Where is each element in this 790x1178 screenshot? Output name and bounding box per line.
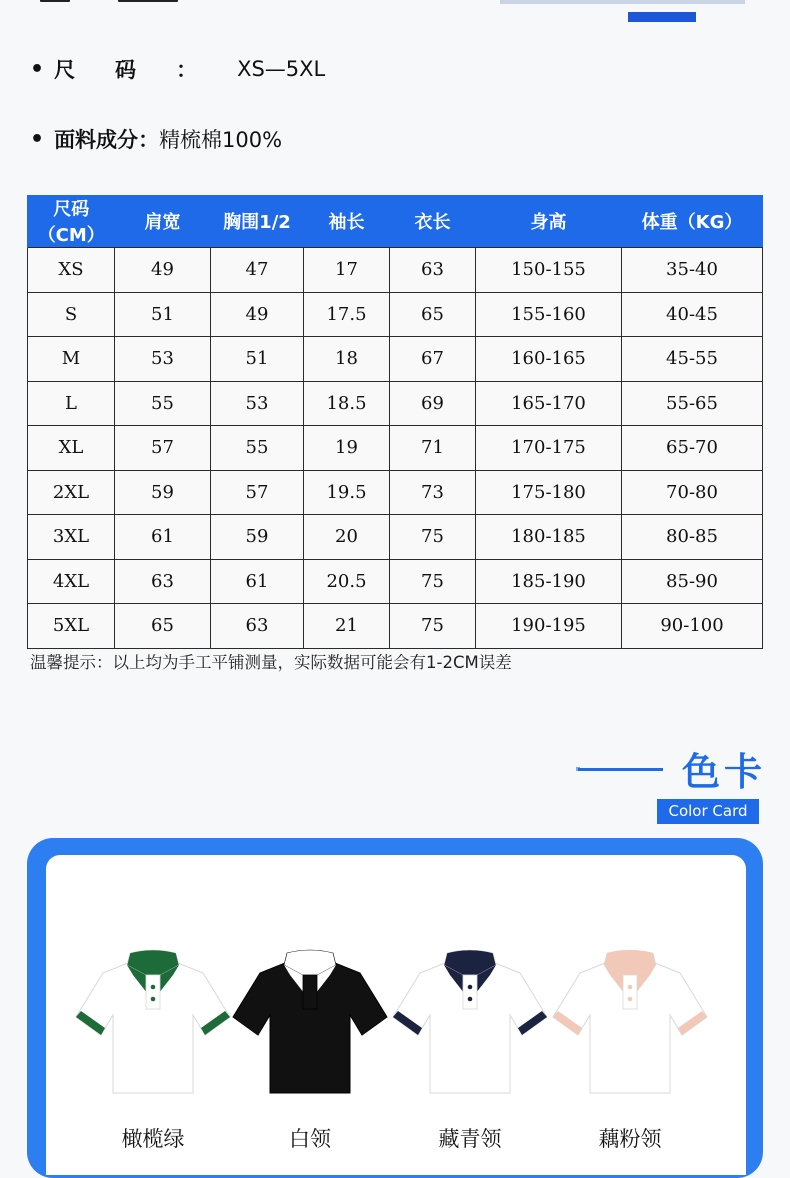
- table-cell: 85-90: [622, 559, 763, 604]
- decor-accent-bar: [628, 12, 696, 22]
- table-cell: 70-80: [622, 470, 763, 515]
- polo-shirt-icon: [73, 945, 233, 1095]
- table-header-cell: 衣长: [390, 195, 476, 248]
- table-cell: 80-85: [622, 515, 763, 560]
- table-cell: 65: [390, 292, 476, 337]
- table-cell: XL: [28, 426, 115, 471]
- table-cell: 67: [390, 337, 476, 382]
- table-cell: 20.5: [304, 559, 390, 604]
- spec-separator: ：: [176, 58, 238, 82]
- table-header-cell: 袖长: [304, 195, 390, 248]
- color-name-label: 藏青领: [438, 1127, 502, 1151]
- clipped-text-fragment: [40, 0, 70, 2]
- table-cell: 4XL: [28, 559, 115, 604]
- table-cell: 57: [211, 470, 304, 515]
- table-cell: 63: [211, 604, 304, 649]
- table-header-cell: 肩宽: [115, 195, 211, 248]
- spec-size-label: 尺码: [54, 58, 177, 82]
- table-cell: 45-55: [622, 337, 763, 382]
- color-card-title: 色卡: [682, 750, 767, 794]
- table-cell: 53: [211, 381, 304, 426]
- table-cell: 180-185: [476, 515, 622, 560]
- previous-section-clip: [0, 0, 790, 22]
- table-cell: 40-45: [622, 292, 763, 337]
- table-cell: 51: [211, 337, 304, 382]
- table-cell: 19.5: [304, 470, 390, 515]
- table-cell: 5XL: [28, 604, 115, 649]
- table-cell: 47: [211, 248, 304, 293]
- table-cell: 55: [115, 381, 211, 426]
- color-name-label: 白领: [289, 1127, 331, 1151]
- table-row: [28, 337, 763, 382]
- table-cell: 49: [115, 248, 211, 293]
- table-header-cell: 胸围1/2: [211, 195, 304, 248]
- color-name-label: 藕粉领: [598, 1127, 662, 1151]
- table-cell: 65: [115, 604, 211, 649]
- table-cell: M: [28, 337, 115, 382]
- table-cell: 55-65: [622, 381, 763, 426]
- spec-fabric-value: 精梳棉100%: [159, 128, 283, 152]
- table-header-cell: 身高: [476, 195, 622, 248]
- table-cell: 185-190: [476, 559, 622, 604]
- table-cell: 17: [304, 248, 390, 293]
- table-row: [28, 604, 763, 649]
- color-name-label: 橄榄绿: [121, 1127, 185, 1151]
- table-cell: 75: [390, 604, 476, 649]
- table-cell: 18.5: [304, 381, 390, 426]
- spec-size-line: [30, 54, 325, 84]
- table-cell: 59: [211, 515, 304, 560]
- heading-dash-line: [578, 768, 663, 771]
- polo-shirt-icon: [230, 945, 390, 1095]
- table-cell: 51: [115, 292, 211, 337]
- size-chart-table: [27, 195, 763, 649]
- table-row: [28, 470, 763, 515]
- table-cell: 75: [390, 515, 476, 560]
- table-cell: 150-155: [476, 248, 622, 293]
- table-cell: XS: [28, 248, 115, 293]
- color-card-subtitle: Color Card: [657, 799, 759, 824]
- table-header-cell: 尺码（CM）: [28, 195, 115, 248]
- table-row: [28, 381, 763, 426]
- measurement-tip: 温馨提示：以上均为手工平铺测量，实际数据可能会有1-2CM误差: [30, 653, 512, 672]
- table-cell: 21: [304, 604, 390, 649]
- bullet: •: [30, 56, 45, 82]
- table-cell: 170-175: [476, 426, 622, 471]
- spec-fabric-label: 面料成分: [54, 128, 139, 152]
- table-cell: 49: [211, 292, 304, 337]
- spec-fabric-line: [30, 124, 282, 154]
- table-cell: 53: [115, 337, 211, 382]
- table-cell: 175-180: [476, 470, 622, 515]
- table-cell: 17.5: [304, 292, 390, 337]
- table-cell: 155-160: [476, 292, 622, 337]
- table-cell: 69: [390, 381, 476, 426]
- table-header-row: [28, 195, 763, 248]
- table-cell: 90-100: [622, 604, 763, 649]
- table-cell: 61: [115, 515, 211, 560]
- table-cell: 65-70: [622, 426, 763, 471]
- table-cell: 35-40: [622, 248, 763, 293]
- table-row: [28, 515, 763, 560]
- table-cell: 190-195: [476, 604, 622, 649]
- table-body: [28, 248, 763, 649]
- table-header-cell: 体重（KG）: [622, 195, 763, 248]
- bullet: •: [30, 126, 45, 152]
- table-cell: 18: [304, 337, 390, 382]
- table-cell: 61: [211, 559, 304, 604]
- table-row: [28, 248, 763, 293]
- table-row: [28, 292, 763, 337]
- table-cell: 57: [115, 426, 211, 471]
- table-cell: 20: [304, 515, 390, 560]
- table-cell: 63: [390, 248, 476, 293]
- table-cell: 160-165: [476, 337, 622, 382]
- polo-shirt-icon: [390, 945, 550, 1095]
- table-cell: 73: [390, 470, 476, 515]
- table-row: [28, 426, 763, 471]
- table-cell: 71: [390, 426, 476, 471]
- clipped-text-fragment: [118, 0, 178, 2]
- decor-bar: [500, 0, 745, 4]
- table-cell: 2XL: [28, 470, 115, 515]
- table-cell: 63: [115, 559, 211, 604]
- table-cell: 75: [390, 559, 476, 604]
- table-cell: 55: [211, 426, 304, 471]
- polo-shirt-icon: [550, 945, 710, 1095]
- spec-size-value: XS—5XL: [237, 57, 326, 81]
- table-cell: S: [28, 292, 115, 337]
- table-row: [28, 559, 763, 604]
- table-cell: 165-170: [476, 381, 622, 426]
- table-cell: 3XL: [28, 515, 115, 560]
- table-cell: 59: [115, 470, 211, 515]
- table-cell: L: [28, 381, 115, 426]
- table-cell: 19: [304, 426, 390, 471]
- spec-separator: ：: [138, 128, 160, 152]
